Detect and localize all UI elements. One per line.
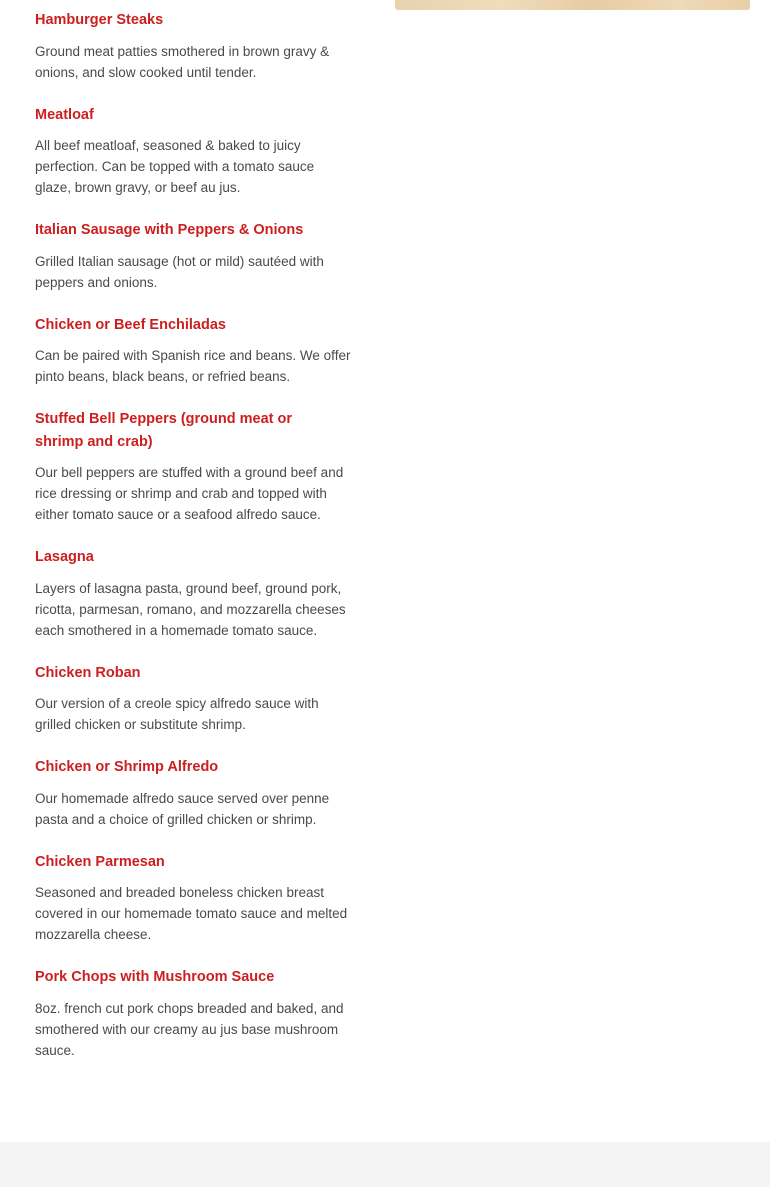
footer-band	[0, 1142, 770, 1187]
menu-item-description: 8oz. french cut pork chops breaded and baked, and smothered with our creamy au jus base mushroom sauce.	[35, 1001, 344, 1058]
menu-item-enchiladas	[35, 314, 360, 387]
menu-item-pork-chops	[35, 966, 360, 1061]
menu-item-chicken-parmesan	[35, 851, 360, 945]
menu-item-description: Ground meat patties smothered in brown gravy & onions, and slow cooked until tender.	[35, 44, 330, 80]
menu-item-title: Chicken or Beef Enchiladas	[35, 317, 226, 333]
menu-item-title: Chicken or Shrimp Alfredo	[35, 759, 219, 775]
menu-item-meatloaf	[35, 104, 360, 198]
menu-item-stuffed-bell-peppers	[35, 408, 360, 525]
menu-item-description: Grilled Italian sausage (hot or mild) sautéed with peppers and onions.	[35, 254, 324, 290]
menu-item-title: Italian Sausage with Peppers & Onions	[35, 222, 304, 238]
menu-item-description: Layers of lasagna pasta, ground beef, ground pork, ricotta, parmesan, romano, and mozzarella cheeses each smothered in a homemade tomato sauce.	[35, 581, 346, 638]
menu-item-title: Lasagna	[35, 549, 94, 565]
menu-item-chicken-roban	[35, 662, 360, 735]
menu-item-hamburger-steaks	[35, 9, 360, 83]
menu-item-title: Pork Chops with Mushroom Sauce	[35, 969, 275, 985]
menu-item-description: Can be paired with Spanish rice and beans. We offer pinto beans, black beans, or refried beans.	[35, 348, 351, 384]
food-photo-edge	[395, 0, 750, 10]
menu-item-italian-sausage	[35, 219, 360, 293]
menu-item-title: Chicken Roban	[35, 665, 141, 681]
menu-item-alfredo	[35, 756, 360, 830]
menu-item-description: Seasoned and breaded boneless chicken breast covered in our homemade tomato sauce and melted mozzarella cheese.	[35, 885, 348, 942]
menu-item-description: All beef meatloaf, seasoned & baked to juicy perfection. Can be topped with a tomato sauce glaze, brown gravy, or beef au jus.	[35, 138, 315, 195]
menu-item-title: Meatloaf	[35, 107, 94, 123]
menu-item-title: Stuffed Bell Peppers (ground meat or shrimp and crab)	[35, 411, 292, 450]
menu-item-description: Our bell peppers are stuffed with a ground beef and rice dressing or shrimp and crab and topped with either tomato sauce or a seafood alfredo sauce.	[35, 465, 344, 522]
menu-item-title: Hamburger Steaks	[35, 12, 164, 28]
menu-item-lasagna	[35, 546, 360, 641]
menu-item-title: Chicken Parmesan	[35, 854, 165, 870]
menu-item-description: Our version of a creole spicy alfredo sauce with grilled chicken or substitute shrimp.	[35, 696, 319, 732]
menu-item-description: Our homemade alfredo sauce served over penne pasta and a choice of grilled chicken or shrimp.	[35, 791, 330, 827]
